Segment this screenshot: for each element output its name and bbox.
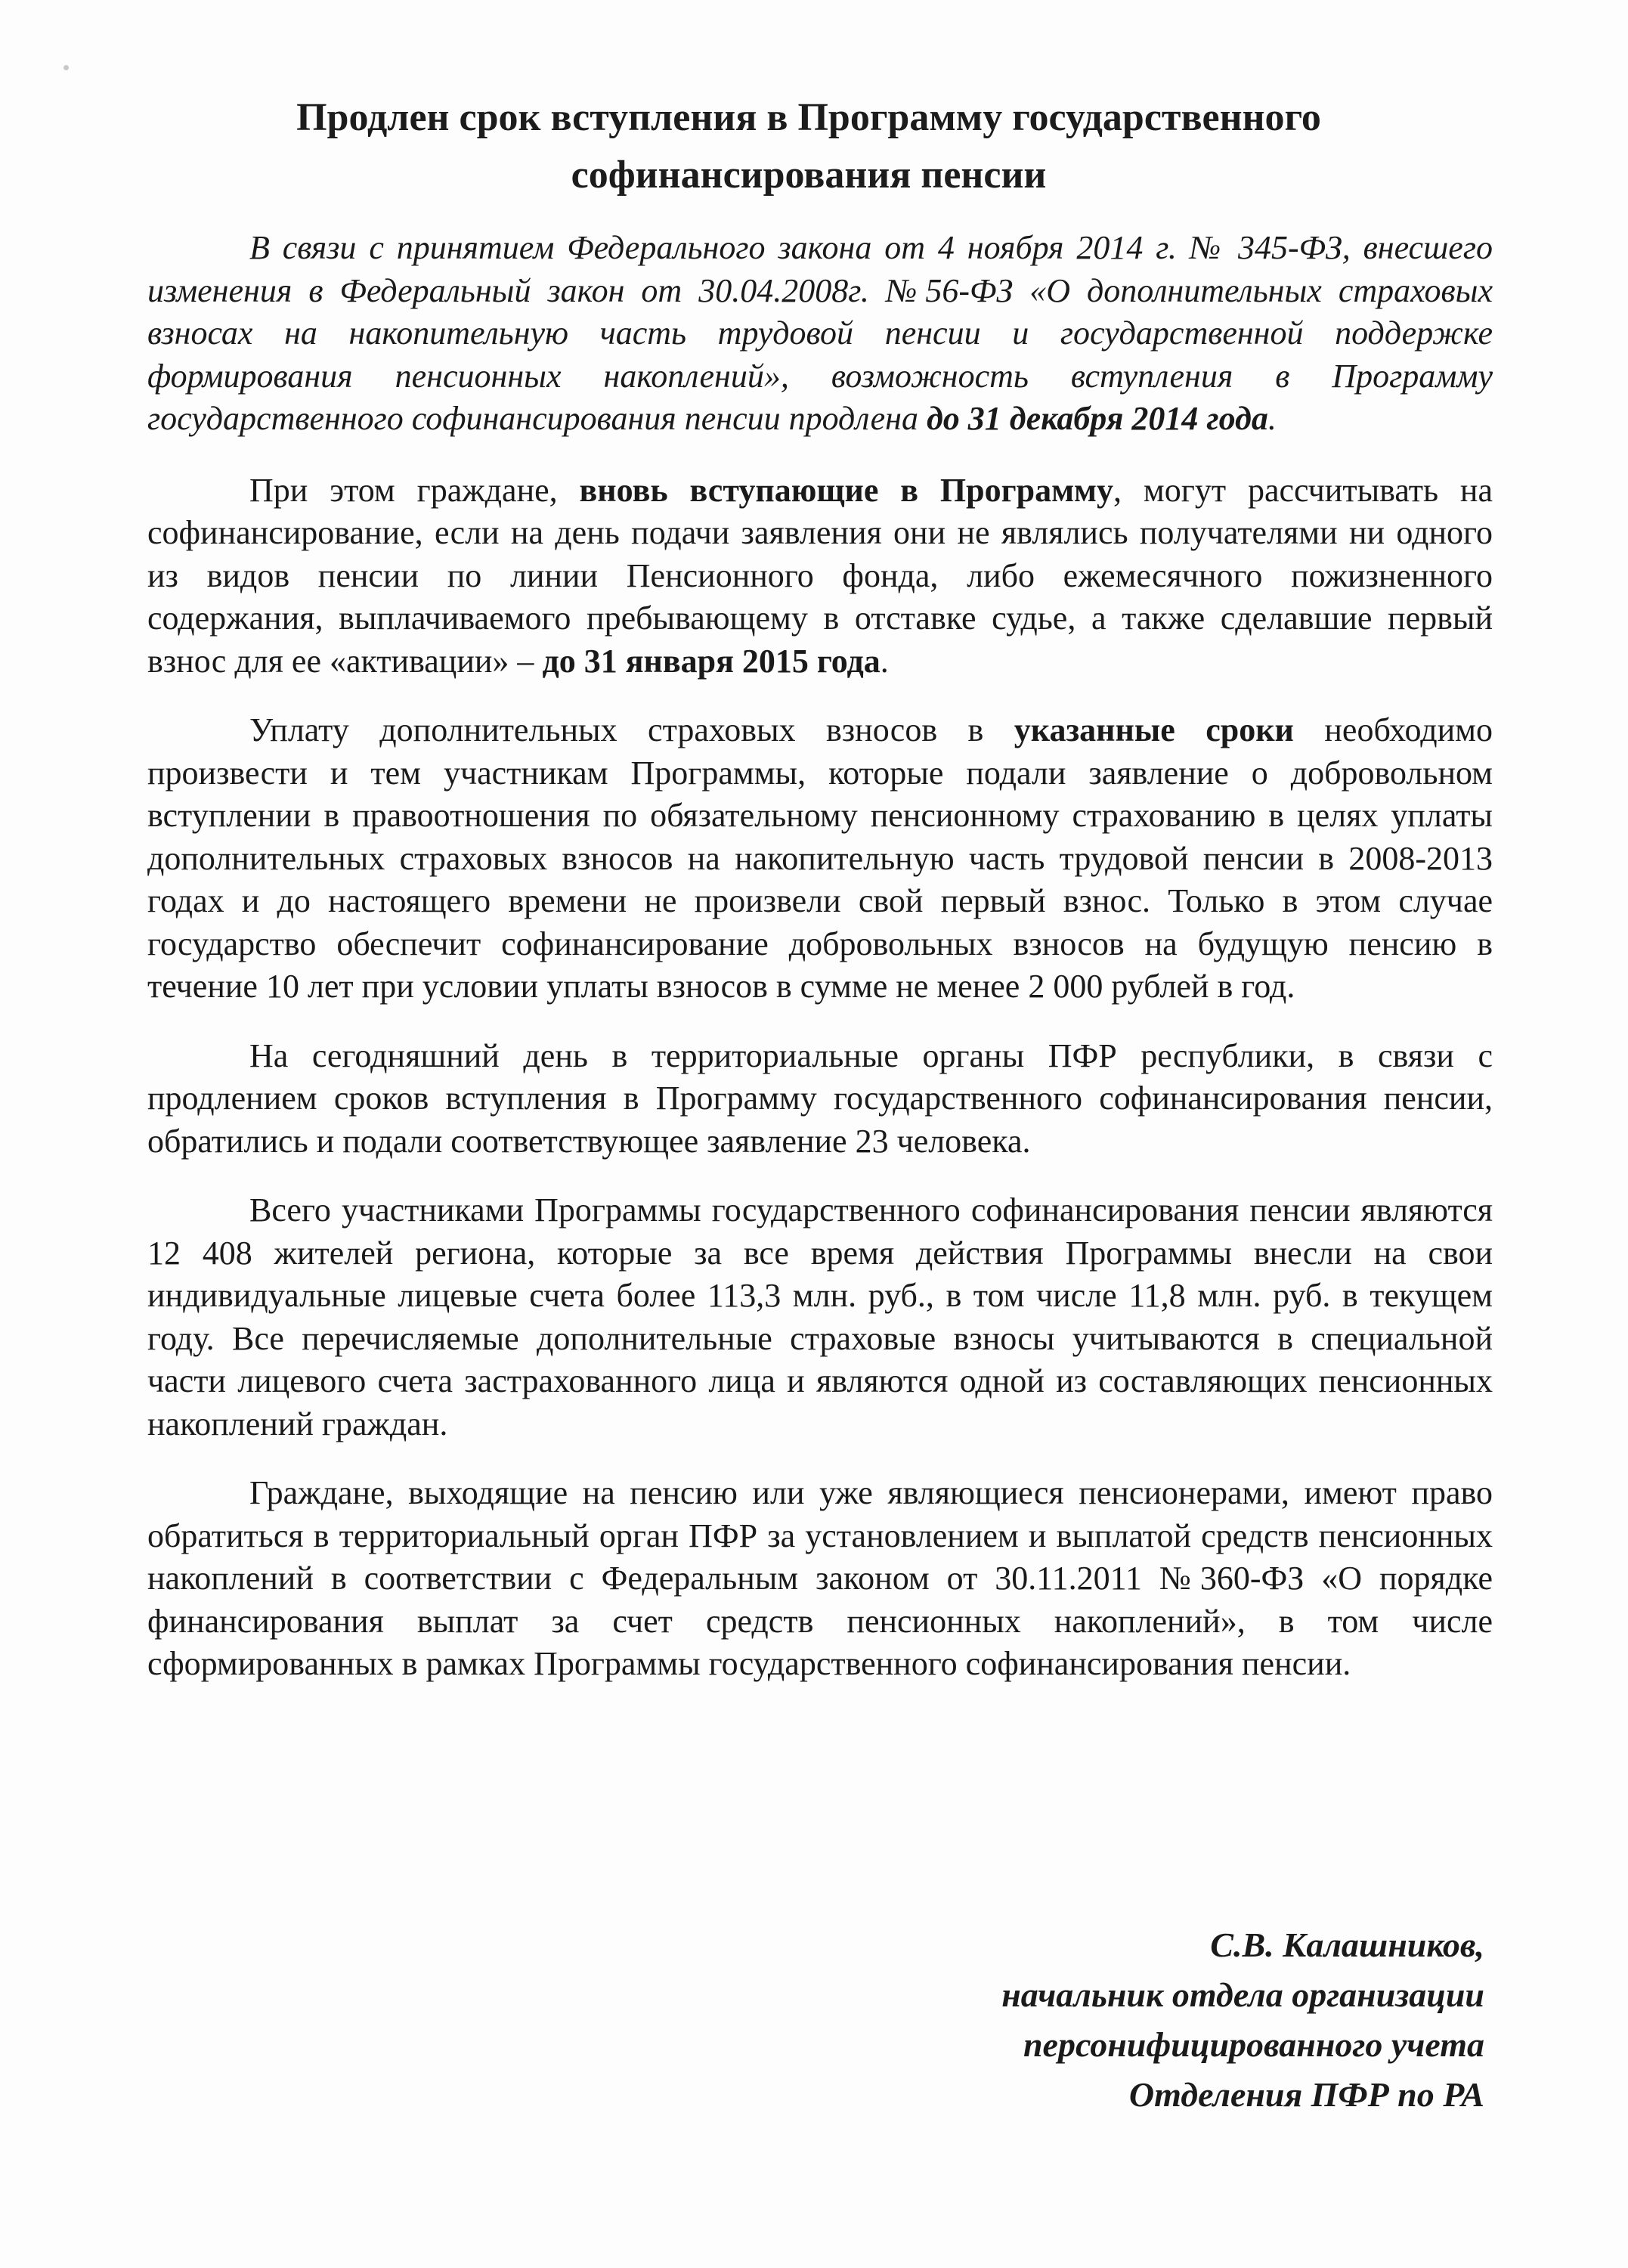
paragraph-statistics: Всего участниками Программы государственного софинансирования пенсии являются 12 408 жителей региона, которые за все время действия Программы внесли на свои индивидуальные лицевые счета более 113,3 млн. руб., в том числе 11,8 млн. руб. в текущем году. Все перечисляемые дополнительные страховые взносы учитываются в специальной части лицевого счета застрахованного лица и являются одной из составляющих пенсионных накоплений граждан. — [147, 1191, 1493, 1442]
document-title — [189, 89, 1428, 204]
scan-speck — [63, 65, 69, 70]
paragraph-payment — [147, 709, 1493, 1009]
signature-block — [1001, 1920, 1484, 2120]
signature-name: С.В. Калашников, — [1210, 1926, 1484, 1964]
paragraph-applications: На сегодняшний день в территориальные органы ПФР республики, в связи с продлением сроков вступления в Программу государственного софинансирования пенсии, обратились и подали соответствующее заявление 23 человека. — [147, 1036, 1493, 1160]
paragraph-payment-bold: указанные сроки — [1014, 711, 1294, 748]
paragraph-payment-text-2: необходимо произвести и тем участникам Программы, которые подали заявление о добровольном вступлении в правоотношения по обязательному пенсионному страхованию в целях уплаты дополнительных страховых взносов на накопительную часть трудовой пенсии в 2008-2013 годах и до настоящего времени не произвели свой первый взнос. Только в этом случае государство обеспечит софинансирование добровольных взносов на будущую пенсию в течение 10 лет при условии уплаты взносов в сумме не менее 2 000 рублей в год. — [147, 711, 1493, 1005]
paragraph-intro — [147, 227, 1493, 441]
document-body — [147, 227, 1493, 1712]
paragraph-new-participants-deadline: до 31 января 2015 года — [542, 642, 881, 680]
paragraph-new-participants-text-1: При этом граждане, — [249, 471, 580, 509]
paragraph-new-participants — [147, 469, 1493, 683]
paragraph-new-participants-end: . — [880, 642, 889, 680]
paragraph-new-participants-text-2: , могут рассчитывать на софинансирование, если на день подачи заявления они не являлись получателями ни одного из видов пенсии по линии Пенсионного фонда, либо ежемесячного пожизненного содержания, выплачиваемого пребывающему в отставке судье, а также сделавшие первый взнос для ее «активации» – — [147, 471, 1493, 680]
paragraph-intro-deadline: до 31 декабря 2014 года — [926, 400, 1268, 437]
signature-position-line-1: начальник отдела организации — [1001, 1975, 1484, 2014]
signature-position-line-2: персонифицированного учета — [1023, 2025, 1484, 2064]
paragraph-pensioners: Граждане, выходящие на пенсию или уже являющиеся пенсионерами, имеют право обратиться в территориальный орган ПФР за установлением и выплатой средств пенсионных накоплений в соответствии с Федеральным законом от 30.11.2011 №360-ФЗ «О порядке финансирования выплат за счет средств пенсионных накоплений», в том числе сформированных в рамках Программы государственного софинансирования пенсии. — [147, 1474, 1493, 1682]
title-line-1: Продлен срок вступления в Программу государственного — [296, 96, 1321, 139]
paragraph-payment-text-1: Уплату дополнительных страховых взносов в — [249, 711, 1014, 748]
title-line-2: софинансирования пенсии — [571, 153, 1047, 197]
signature-position-line-3: Отделения ПФР по РА — [1128, 2075, 1484, 2114]
paragraph-intro-end: . — [1267, 400, 1277, 437]
paragraph-intro-text: В связи с принятием Федерального закона от 4 ноября 2014 г. № 345-ФЗ, внесшего изменения в Федеральный закон от 30.04.2008г. №56-ФЗ «О дополнительных страховых взносах на накопительную часть трудовой пенсии и государственной поддержке формирования пенсионных накоплений», возможность вступления в Программу государственного софинансирования пенсии продлена — [147, 229, 1493, 437]
paragraph-new-participants-bold-1: вновь вступающие в Программу — [579, 471, 1114, 509]
